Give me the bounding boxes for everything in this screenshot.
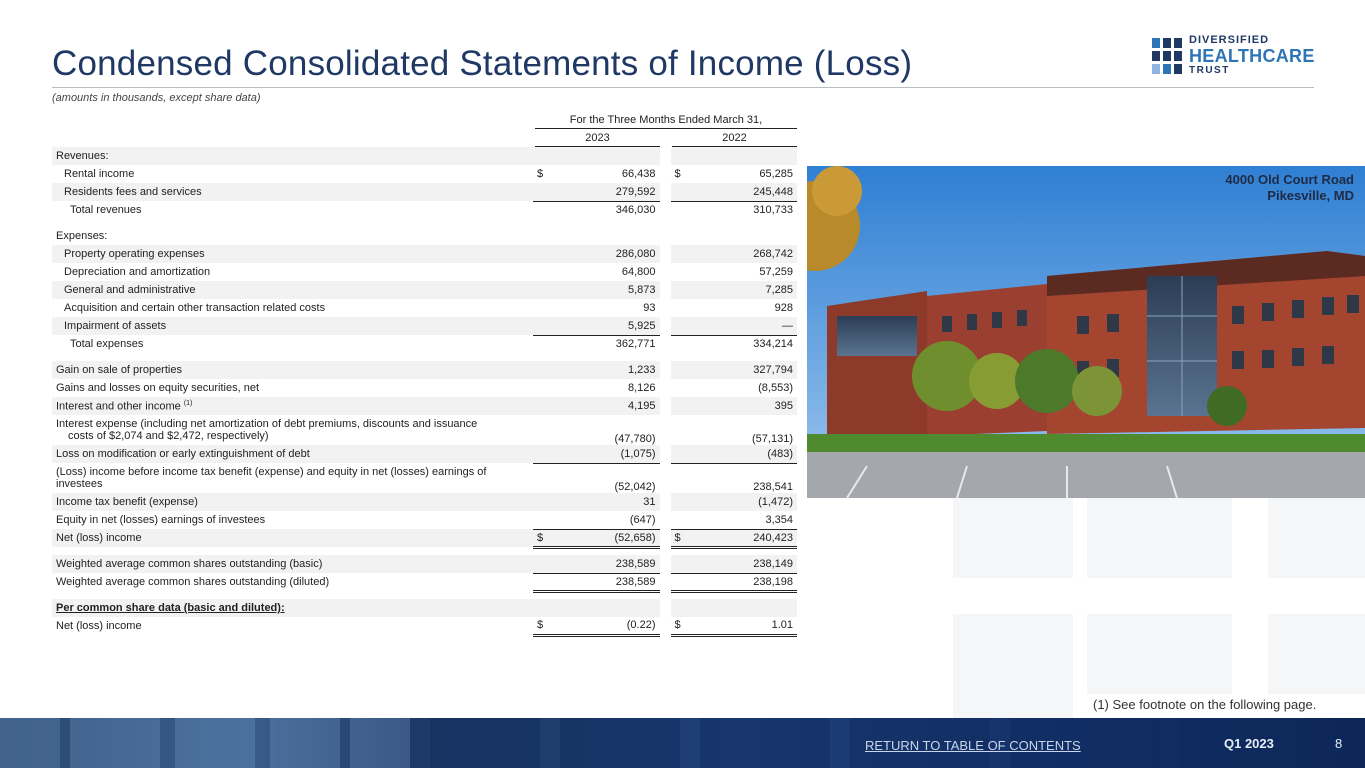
company-logo <box>1152 35 1315 76</box>
table-row <box>52 493 797 511</box>
value-2022: 240,423 <box>691 529 798 547</box>
row-label: Rental income <box>64 168 135 180</box>
table-row <box>52 227 797 245</box>
value-2022: 268,742 <box>691 245 798 263</box>
amounts-note: (amounts in thousands, except share data) <box>52 92 261 104</box>
table-row <box>52 599 797 617</box>
table-row <box>52 201 797 219</box>
row-label: Depreciation and amortization <box>64 266 211 278</box>
table-row <box>52 245 797 263</box>
value-2023: 66,438 <box>621 168 656 180</box>
value-2022: 238,149 <box>691 555 798 573</box>
row-label: Net (loss) income <box>56 620 142 632</box>
building-illustration <box>807 166 1365 498</box>
currency-symbol: $ <box>533 617 553 635</box>
value-2023: 238,589 <box>553 573 660 591</box>
row-label: (Loss) income before income tax benefit (expense) and equity in net (losses) earnings of investees <box>56 466 487 490</box>
table-row <box>52 555 797 573</box>
year-header-2022: 2022 <box>672 132 797 147</box>
row-label: General and administrative <box>52 281 533 299</box>
row-label: Interest and other income $^{(1)}$ <box>52 397 533 415</box>
value-2022: 334,214 <box>691 335 798 353</box>
background-block <box>1268 614 1365 694</box>
table-row <box>52 183 797 201</box>
footer-glass-pattern <box>0 718 1365 768</box>
page-number: 8 <box>1335 736 1343 751</box>
value-2022: 7,285 <box>691 281 798 299</box>
footnote-marker: (1) <box>183 399 193 407</box>
value-2023: (47,780) <box>614 433 656 445</box>
section-label-expenses: Expenses: <box>56 230 108 242</box>
value-2023: (52,042) <box>553 463 660 493</box>
value-2023: (647) <box>629 513 656 526</box>
value-2022: — <box>691 317 798 335</box>
value-2022: 65,285 <box>759 168 793 180</box>
table-row <box>52 361 797 379</box>
row-label: Income tax benefit (expense) <box>52 493 533 511</box>
period-header: For the Three Months Ended March 31, <box>535 114 797 129</box>
row-label: Loss on modification or early extinguishment of debt <box>52 445 533 463</box>
row-label: Interest expense (including net amortization of debt premiums, discounts and issuance costs of $2,074 and $2,472, respectively) <box>56 418 478 442</box>
row-label: Total revenues <box>70 204 142 216</box>
value-2023: 279,592 <box>553 183 660 201</box>
table-row <box>52 299 797 317</box>
quarter-label: Q1 2023 <box>1224 736 1274 751</box>
background-block <box>953 614 1073 718</box>
title-divider <box>52 87 1314 88</box>
value-2023: 238,589 <box>553 555 660 573</box>
value-2022: 310,733 <box>691 201 798 219</box>
table-row <box>52 263 797 281</box>
row-label: Net (loss) income <box>52 529 533 547</box>
currency-symbol: $ <box>533 529 553 547</box>
value-2022: (57,131) <box>752 433 793 445</box>
value-2023: 1,233 <box>553 361 660 379</box>
value-2023: 31 <box>553 493 660 511</box>
table-row <box>52 379 797 397</box>
value-2022: (1,472) <box>691 493 798 511</box>
return-to-contents-link[interactable]: RETURN TO TABLE OF CONTENTS <box>865 738 1081 753</box>
value-2022: 238,541 <box>691 463 798 493</box>
currency-symbol: $ <box>671 529 691 547</box>
value-2023: 93 <box>643 302 656 314</box>
row-label: Acquisition and certain other transaction related costs <box>64 302 326 314</box>
value-2022: 928 <box>774 302 793 314</box>
page-title: Condensed Consolidated Statements of Income (Loss) <box>52 44 913 83</box>
value-2022: 3,354 <box>765 513 793 526</box>
table-row <box>52 165 797 183</box>
row-label: Equity in net (losses) earnings of investees <box>56 514 266 526</box>
value-2022: 238,198 <box>691 573 798 591</box>
value-2023: 5,873 <box>553 281 660 299</box>
row-label: Impairment of assets <box>52 317 533 335</box>
value-2023: (1,075) <box>553 445 660 463</box>
row-label: Gain on sale of properties <box>52 361 533 379</box>
value-2023: 5,925 <box>553 317 660 335</box>
value-2023: 362,771 <box>553 335 660 353</box>
photo-caption: 4000 Old Court Road Pikesville, MD <box>1225 172 1354 203</box>
section-label-revenues: Revenues: <box>52 147 533 165</box>
background-block <box>953 498 1073 578</box>
table-row <box>52 415 797 445</box>
currency-symbol: $ <box>671 617 691 635</box>
income-statement-table <box>52 147 797 637</box>
row-label: Gains and losses on equity securities, net <box>56 382 260 394</box>
table-row <box>52 463 797 493</box>
value-2022: 57,259 <box>759 266 793 278</box>
logo-mark-icon <box>1152 38 1182 74</box>
value-2022: 1.01 <box>691 617 798 635</box>
value-2022: (8,553) <box>758 382 793 394</box>
value-2022: (483) <box>691 445 798 463</box>
property-photo <box>807 166 1365 498</box>
value-2023: 346,030 <box>553 201 660 219</box>
value-2022: 327,794 <box>691 361 798 379</box>
value-2023: 286,080 <box>553 245 660 263</box>
year-header-2023: 2023 <box>535 132 660 147</box>
table-row <box>52 617 797 635</box>
row-label: Property operating expenses <box>52 245 533 263</box>
value-2023: (52,658) <box>553 529 660 547</box>
table-row <box>52 335 797 353</box>
background-block <box>1268 498 1365 578</box>
table-row <box>52 529 797 547</box>
table-row <box>52 317 797 335</box>
table-row <box>52 147 797 165</box>
row-label: Residents fees and services <box>52 183 533 201</box>
value-2023: 8,126 <box>627 382 656 394</box>
background-block <box>1087 498 1232 578</box>
table-row <box>52 445 797 463</box>
table-row <box>52 281 797 299</box>
table-row <box>52 397 797 415</box>
footer-bar <box>0 718 1365 768</box>
value-2022: 245,448 <box>691 183 798 201</box>
background-block <box>1087 614 1232 694</box>
section-label-per-share: Per common share data (basic and diluted): <box>52 599 533 617</box>
row-label: Weighted average common shares outstanding (diluted) <box>56 576 330 588</box>
row-label: Weighted average common shares outstanding (basic) <box>52 555 533 573</box>
logo-wordmark: DIVERSIFIED HEALTHCARE TRUST <box>1189 34 1315 76</box>
row-label: Total expenses <box>70 338 144 350</box>
table-row <box>52 511 797 529</box>
footnote: (1) See footnote on the following page. <box>1093 697 1317 712</box>
value-2023: 4,195 <box>553 397 660 415</box>
value-2022: 395 <box>691 397 798 415</box>
currency-symbol: $ <box>674 168 681 180</box>
value-2023: (0.22) <box>553 617 660 635</box>
value-2023: 64,800 <box>621 266 656 278</box>
currency-symbol: $ <box>537 168 544 180</box>
table-row <box>52 573 797 591</box>
